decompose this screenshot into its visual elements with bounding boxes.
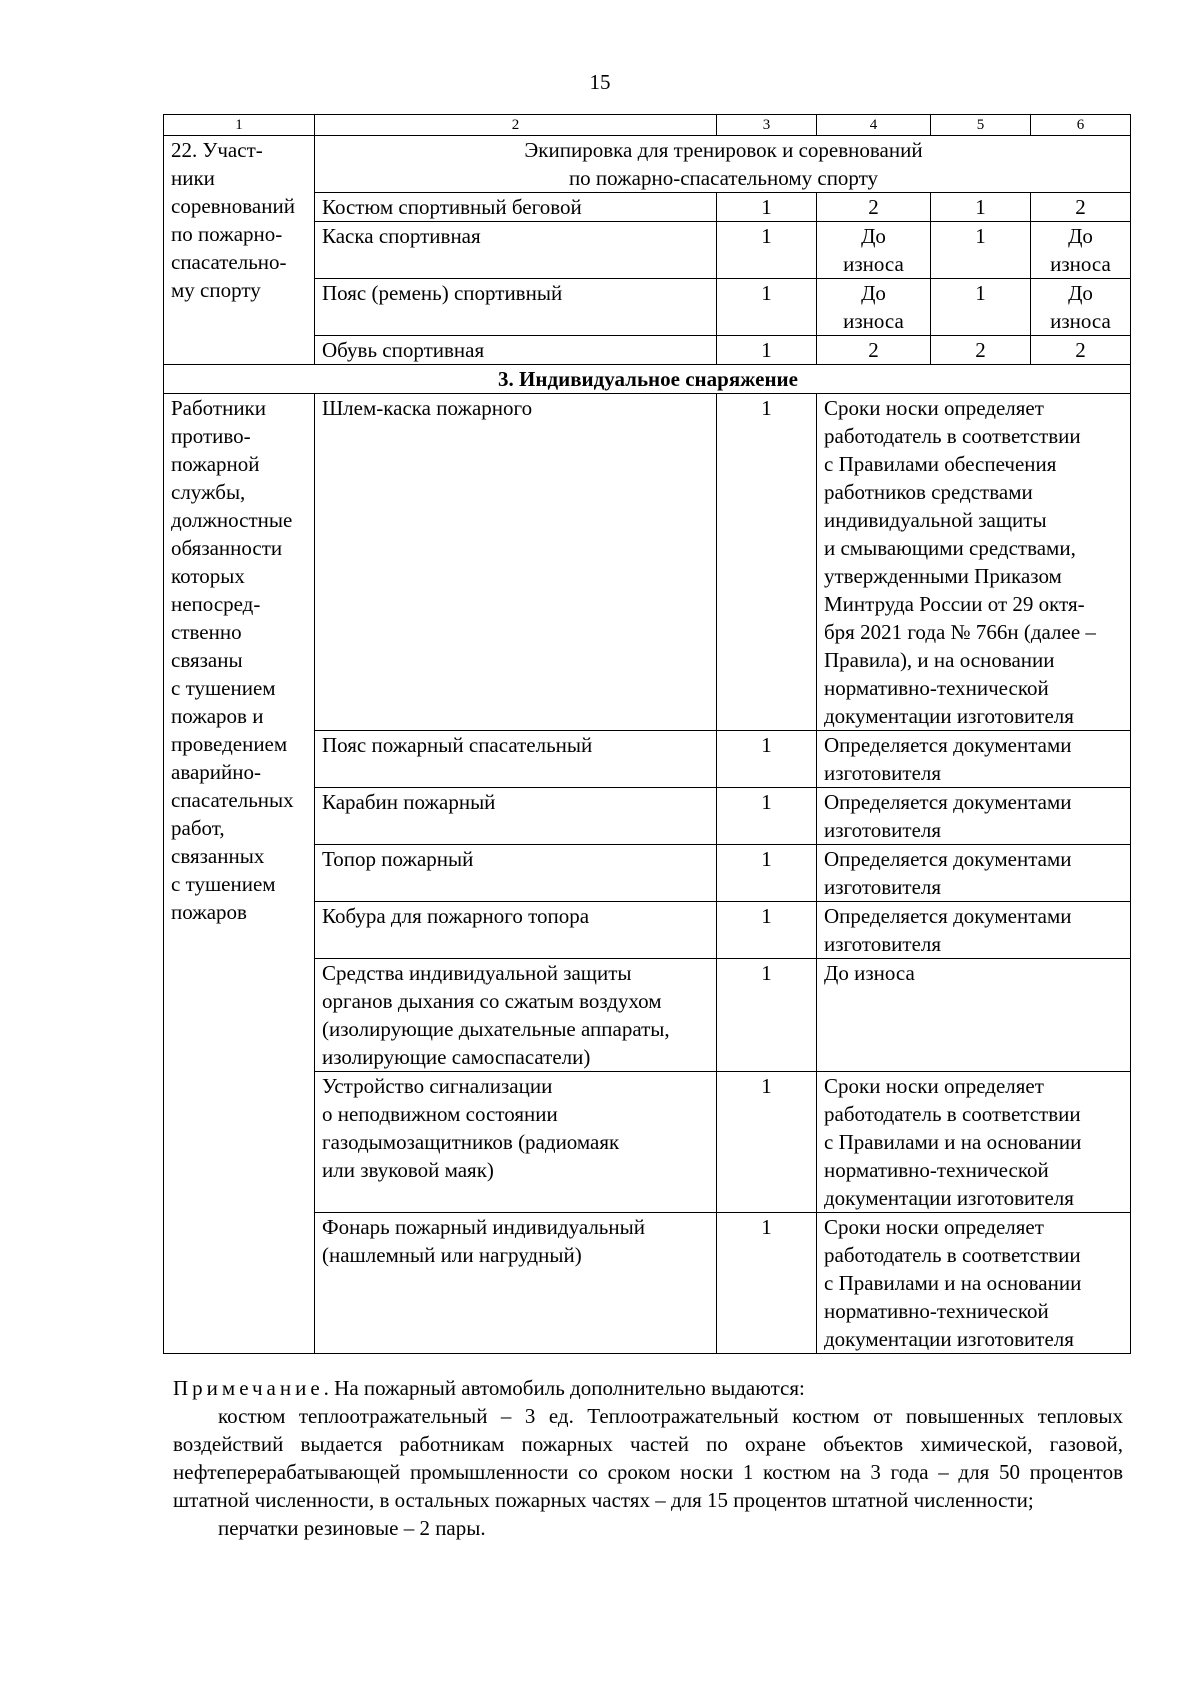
- item-qty: 1: [717, 959, 817, 1072]
- section-title: 3. Индивидуальное снаряжение: [164, 365, 1131, 394]
- note-paragraph: костюм теплоотражательный – 3 ед. Теплоотражательный костюм от повышенных тепловых воздействий выдается работникам пожарных частей по охране объектов химической, газовой, нефтеперерабатывающей промышленности со сроком носки 1 костюм на 3 года – для 50 процентов штатной численности, в остальных пожарных частях – для 15 процентов штатной численности;: [173, 1404, 1123, 1512]
- cell-col6: До износа: [1031, 222, 1131, 279]
- column-number: 3: [717, 115, 817, 136]
- note-intro: [173, 1374, 1123, 1402]
- item-name: Костюм спортивный беговой: [315, 193, 717, 222]
- cell-col3: 1: [717, 222, 817, 279]
- item-name: Обувь спортивная: [315, 336, 717, 365]
- item-term: Сроки носки определяет работодатель в соответствии с Правилами и на основании нормативно-технической документации изготовителя: [817, 1213, 1131, 1354]
- item-name: Топор пожарный: [315, 845, 717, 902]
- item-name: Устройство сигнализации о неподвижном состоянии газодымозащитников (радиомаяк или звуковой маяк): [315, 1072, 717, 1213]
- item-name: Пояс пожарный спасательный: [315, 731, 717, 788]
- note-intro-text: . На пожарный автомобиль дополнительно выдаются:: [323, 1376, 805, 1400]
- cell-col3: 1: [717, 193, 817, 222]
- cell-col5: 1: [931, 222, 1031, 279]
- item-qty: 1: [717, 731, 817, 788]
- equipment-table: [163, 114, 1131, 1354]
- item-name: Кобура для пожарного топора: [315, 902, 717, 959]
- note-block: [173, 1374, 1123, 1542]
- cell-col6: До износа: [1031, 279, 1131, 336]
- item-term: Сроки носки определяет работодатель в соответствии с Правилами обеспечения работников средствами индивидуальной защиты и смывающими средствами, утвержденными Приказом Минтруда России от 29 октя- бря 2021 года № 766н (далее – Правила), и на основании нормативно-технической документации изготовителя: [817, 394, 1131, 731]
- item-term: Определяется документами изготовителя: [817, 845, 1131, 902]
- item-term: Сроки носки определяет работодатель в соответствии с Правилами и на основании нормативно-технической документации изготовителя: [817, 1072, 1131, 1213]
- item-qty: 1: [717, 1072, 817, 1213]
- item-qty: 1: [717, 1213, 817, 1354]
- item-term: Определяется документами изготовителя: [817, 731, 1131, 788]
- section22-heading: Экипировка для тренировок и соревнований по пожарно-спасательному спорту: [315, 136, 1131, 193]
- cell-col6: 2: [1031, 193, 1131, 222]
- column-number: 5: [931, 115, 1031, 136]
- section3-group-label: Работники противо- пожарной службы, должностные обязанности которых непосред- ственно связаны с тушением пожаров и проведением аварийно- спасательных работ, связанных с тушением пожаров: [164, 394, 315, 1354]
- item-name: Каска спортивная: [315, 222, 717, 279]
- item-term: До износа: [817, 959, 1131, 1072]
- column-number-row: [164, 115, 1131, 136]
- item-name: Карабин пожарный: [315, 788, 717, 845]
- item-qty: 1: [717, 788, 817, 845]
- item-name: Средства индивидуальной защиты органов дыхания со сжатым воздухом (изолирующие дыхательные аппараты, изолирующие самоспасатели): [315, 959, 717, 1072]
- item-name: Шлем-каска пожарного: [315, 394, 717, 731]
- cell-col3: 1: [717, 279, 817, 336]
- cell-col4: 2: [817, 336, 931, 365]
- page-number: 15: [589, 70, 611, 94]
- section22-heading-row: [164, 136, 1131, 193]
- cell-col6: 2: [1031, 336, 1131, 365]
- column-number: 1: [164, 115, 315, 136]
- cell-col5: 1: [931, 193, 1031, 222]
- column-number: 2: [315, 115, 717, 136]
- cell-col3: 1: [717, 336, 817, 365]
- section22-group-label: 22. Участ- ники соревнований по пожарно- спасательно- му спорту: [164, 136, 315, 365]
- item-name: Пояс (ремень) спортивный: [315, 279, 717, 336]
- cell-col4: До износа: [817, 222, 931, 279]
- note-paragraph: перчатки резиновые – 2 пары.: [218, 1516, 486, 1540]
- item-term: Определяется документами изготовителя: [817, 902, 1131, 959]
- item-qty: 1: [717, 845, 817, 902]
- column-number: 6: [1031, 115, 1131, 136]
- cell-col4: 2: [817, 193, 931, 222]
- item-name: Фонарь пожарный индивидуальный (нашлемный или нагрудный): [315, 1213, 717, 1354]
- item-qty: 1: [717, 902, 817, 959]
- note-label: Примечание: [173, 1376, 324, 1400]
- cell-col4: До износа: [817, 279, 931, 336]
- column-number: 4: [817, 115, 931, 136]
- item-qty: 1: [717, 394, 817, 731]
- cell-col5: 2: [931, 336, 1031, 365]
- table-row: [164, 394, 1131, 731]
- item-term: Определяется документами изготовителя: [817, 788, 1131, 845]
- cell-col5: 1: [931, 279, 1031, 336]
- section3-title-row: [164, 365, 1131, 394]
